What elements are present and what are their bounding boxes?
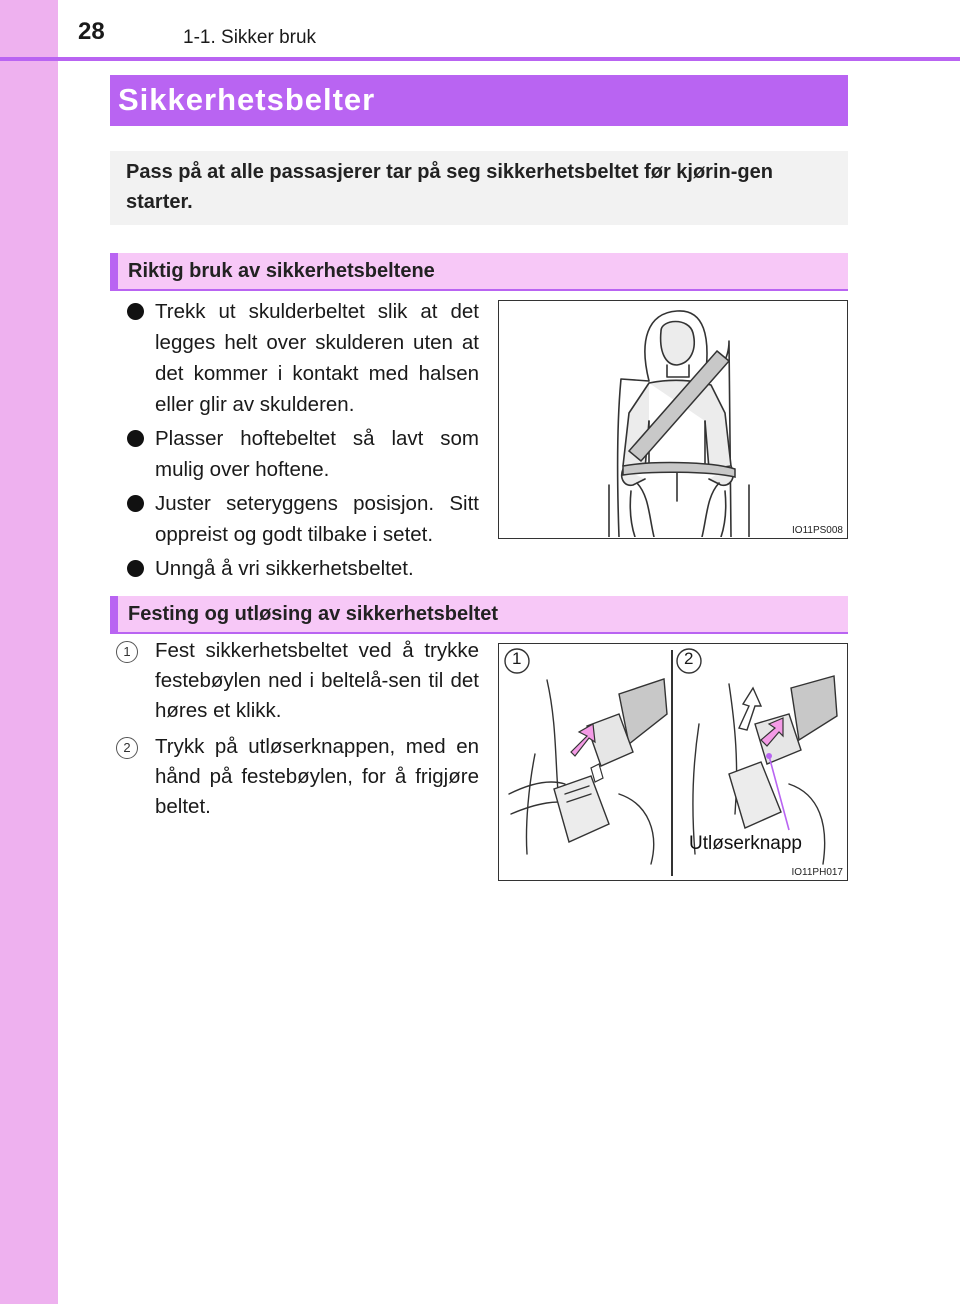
page-title: Sikkerhetsbelter [118, 82, 376, 117]
bullet-text: Unngå å vri sikkerhetsbeltet. [155, 557, 414, 580]
section-heading-fastening [110, 596, 848, 634]
list-item [127, 488, 479, 550]
list-item [116, 732, 479, 822]
step-text: Trykk på utløserknappen, med en hånd på festebøylen, for å frigjøre beltet. [155, 735, 479, 818]
step-list [116, 636, 479, 828]
figure-callout-label: Utløserknapp [689, 833, 802, 854]
figure-code: IO11PS008 [792, 525, 843, 536]
section-heading-marker [110, 253, 118, 289]
intro-text: Pass på at alle passasjerer tar på seg sikkerhetsbeltet før kjørin-gen starter. [126, 161, 773, 213]
bullet-icon [127, 560, 144, 577]
bullet-text: Juster seteryggens posisjon. Sitt oppreist og godt tilbake i setet. [155, 492, 479, 546]
seated-person-illustration [499, 301, 846, 537]
section-heading-text: Festing og utløsing av sikkerhetsbeltet [128, 603, 499, 625]
list-item [116, 636, 479, 726]
figure-seated-person [498, 300, 848, 539]
page-number: 28 [78, 18, 105, 45]
list-item [127, 553, 479, 584]
list-item [127, 296, 479, 420]
bullet-list [127, 296, 479, 587]
section-heading-text: Riktig bruk av sikkerhetsbeltene [128, 260, 435, 282]
bullet-text: Plasser hoftebeltet så lavt som mulig over hoftene. [155, 427, 479, 481]
bullet-text: Trekk ut skulderbeltet slik at det legges helt over skulderen uten at det kommer i kontakt med halsen eller glir av skulderen. [155, 300, 479, 416]
step-number: 1 [116, 641, 138, 663]
section-heading-marker [110, 596, 118, 632]
figure-panel-label: 2 [684, 649, 694, 668]
figure-panel-label: 1 [512, 649, 522, 668]
bullet-icon [127, 430, 144, 447]
bullet-icon [127, 495, 144, 512]
step-text: Fest sikkerhetsbeltet ved å trykke festebøylen ned i beltelå-sen til det høres et klikk. [155, 639, 479, 722]
intro-box [110, 151, 848, 225]
figure-code: IO11PH017 [791, 867, 843, 878]
list-item [127, 423, 479, 485]
step-number: 2 [116, 737, 138, 759]
title-band [110, 75, 848, 126]
header-divider [0, 57, 960, 61]
bullet-icon [127, 303, 144, 320]
chapter-title: 1-1. Sikker bruk [183, 27, 317, 48]
page-sidebar [0, 0, 58, 1304]
section-heading-correct-use [110, 253, 848, 291]
